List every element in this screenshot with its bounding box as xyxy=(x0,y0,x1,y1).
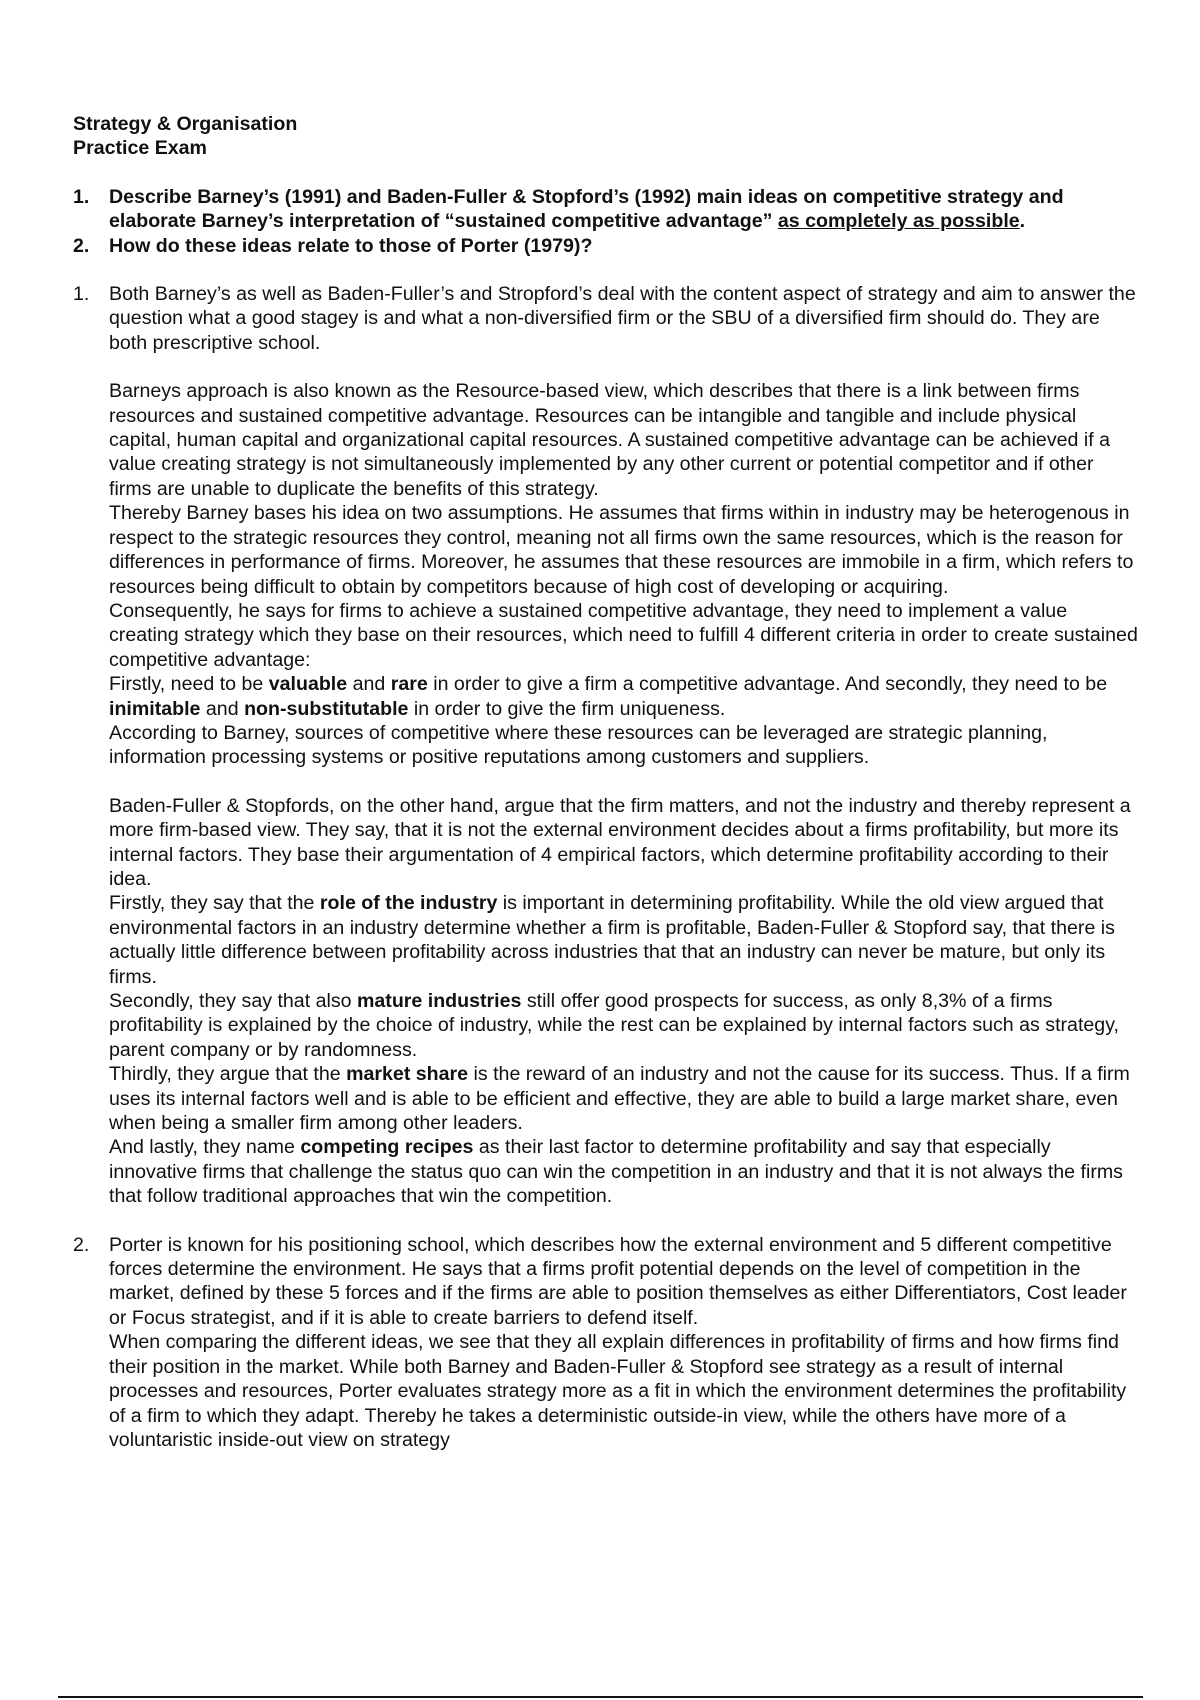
factor-bold: mature industries xyxy=(356,990,522,1012)
criteria-text: and xyxy=(347,673,391,696)
baden-fuller-factor-industry xyxy=(109,891,1138,989)
question-2-number: 2. xyxy=(73,234,90,257)
question-1 xyxy=(73,185,1138,234)
question-1-underlined: as completely as possible xyxy=(777,210,1020,233)
criteria-non-substitutable: non-substitutable xyxy=(244,697,409,720)
barney-criteria xyxy=(109,672,1138,721)
porter-paragraph-1: Porter is known for his positioning school, which describes how the external environment and 5 different competitive forces determine the environment. He says that a firms profit potential depends on the level of competition in the market, defined by these 5 forces and if the firms are able to position themselves as either Differentiators, Cost leader or Focus strategist, and if it is able to create barriers to defend itself. xyxy=(109,1233,1127,1329)
course-title: Strategy & Organisation xyxy=(73,113,298,135)
factor-bold: competing recipes xyxy=(300,1136,474,1159)
answer-1 xyxy=(73,282,1138,1209)
factor-text: And lastly, they name xyxy=(109,1136,301,1159)
baden-fuller-factor-recipes xyxy=(109,1135,1138,1208)
spacer xyxy=(109,770,1138,794)
footer-divider xyxy=(58,1696,1143,1698)
document-page xyxy=(73,112,1138,1452)
factor-text: is the reward of an industry and not the cause for its success. Thus. If a firm uses its internal factors well and is able to be efficient and effective, they are able to build a large market share, even when being a smaller firm among other leaders. xyxy=(109,1063,1130,1135)
question-2-text: How do these ideas relate to those of Porter (1979)? xyxy=(109,234,593,257)
criteria-text: in order to give the firm uniqueness. xyxy=(408,697,726,720)
factor-text: as their last factor to determine profitability and say that especially innovative firms that challenge the status quo can win the competition in an industry and that it is not always the firms that follow traditional approaches that win the competition. xyxy=(109,1136,1123,1208)
baden-fuller-factor-market-share xyxy=(109,1062,1138,1135)
question-list xyxy=(73,185,1138,258)
barney-paragraph-2: Thereby Barney bases his idea on two assumptions. He assumes that firms within in industry may be heterogenous in respect to the strategic resources they control, meaning not all firms own the same resources, which is the reason for differences in performance of firms. Moreover, he assumes that these resources are immobile in a firm, which refers to resources being difficult to obtain by competitors because of high cost of developing or acquiring. xyxy=(109,502,1134,598)
criteria-text: in order to give a firm a competitive advantage. And secondly, they need to be xyxy=(427,673,1108,696)
barney-paragraph-4: According to Barney, sources of competitive where these resources can be leveraged are strategic planning, information processing systems or positive reputations among customers and suppliers. xyxy=(109,721,1048,769)
question-2 xyxy=(73,234,1138,258)
criteria-inimitable: inimitable xyxy=(109,697,201,720)
factor-text: still offer good prospects for success, as only 8,3% of a firms profitability is explained by the choice of industry, while the rest can be explained by internal factors such as strategy, parent company or by randomness. xyxy=(109,990,1119,1061)
criteria-text: Firstly, need to be xyxy=(109,673,269,696)
criteria-rare: rare xyxy=(390,673,428,696)
barney-paragraph-1: Barneys approach is also known as the Resource-based view, which describes that there is a link between firms resources and sustained competitive advantage. Resources can be intangible and tangible and include physical capital, human capital and organizational capital resources. A sustained competitive advantage can be achieved if a value creating strategy is not simultaneously implemented by any other current or potential competitor and if other firms are unable to duplicate the benefits of this strategy. xyxy=(109,380,1111,500)
factor-text: Firstly, they say that the xyxy=(109,892,320,915)
factor-text: is important in determining profitability. While the old view argued that environmental factors in an industry determine whether a firm is profitable, Baden-Fuller & Stopford say, that there is actually little difference between profitability across industries that that an industry can never be mature, but only its firms. xyxy=(109,892,1115,988)
spacer xyxy=(73,1209,1138,1233)
question-1-text: Describe Barney’s (1991) and Baden-Fuller & Stopford’s (1992) main ideas on competitive strategy and elaborate Barney’s interpretation of “sustained competitive advantage” xyxy=(109,185,1064,233)
factor-text: Secondly, they say that also xyxy=(109,990,357,1012)
answer-2-number: 2. xyxy=(73,1233,90,1256)
answer-1-intro: Both Barney’s as well as Baden-Fuller’s and Stropford’s deal with the content aspect of strategy and aim to answer the question what a good stagey is and what a non-diversified firm or the SBU of a diversified firm should do. They are both prescriptive school. xyxy=(109,283,1136,354)
spacer xyxy=(73,258,1138,282)
question-1-period: . xyxy=(1019,210,1026,233)
factor-bold: role of the industry xyxy=(319,892,498,915)
answer-1-number: 1. xyxy=(73,283,90,306)
porter-paragraph-2: When comparing the different ideas, we see that they all explain differences in profitability of firms and how firms find their position in the market. While both Barney and Baden-Fuller & Stopford see strategy as a result of internal processes and resources, Porter evaluates strategy more as a fit in which the environment determines the profitability of a firm to which they adapt. Thereby he takes a deterministic outside-in view, while the others have more of a voluntaristic inside-out view on strategy xyxy=(109,1331,1127,1451)
spacer xyxy=(73,161,1138,185)
exam-subtitle: Practice Exam xyxy=(73,137,207,160)
criteria-text: and xyxy=(200,697,245,720)
spacer xyxy=(109,355,1138,379)
baden-fuller-paragraph-1: Baden-Fuller & Stopfords, on the other hand, argue that the firm matters, and not the industry and thereby represent a more firm-based view. They say, that it is not the external environment decides about a firms profitability, but more its internal factors. They base their argumentation of 4 empirical factors, which determine profitability according to their idea. xyxy=(109,794,1131,890)
criteria-valuable: valuable xyxy=(268,673,348,696)
factor-bold: market share xyxy=(346,1063,469,1086)
barney-paragraph-3: Consequently, he says for firms to achieve a sustained competitive advantage, they need to implement a value creating strategy which they base on their resources, which need to fulfill 4 different criteria in order to create sustained competitive advantage: xyxy=(109,599,1138,671)
baden-fuller-factor-mature xyxy=(109,989,1138,1062)
question-1-number: 1. xyxy=(73,185,90,208)
factor-text: Thirdly, they argue that the xyxy=(109,1063,347,1086)
answer-2 xyxy=(73,1233,1138,1453)
